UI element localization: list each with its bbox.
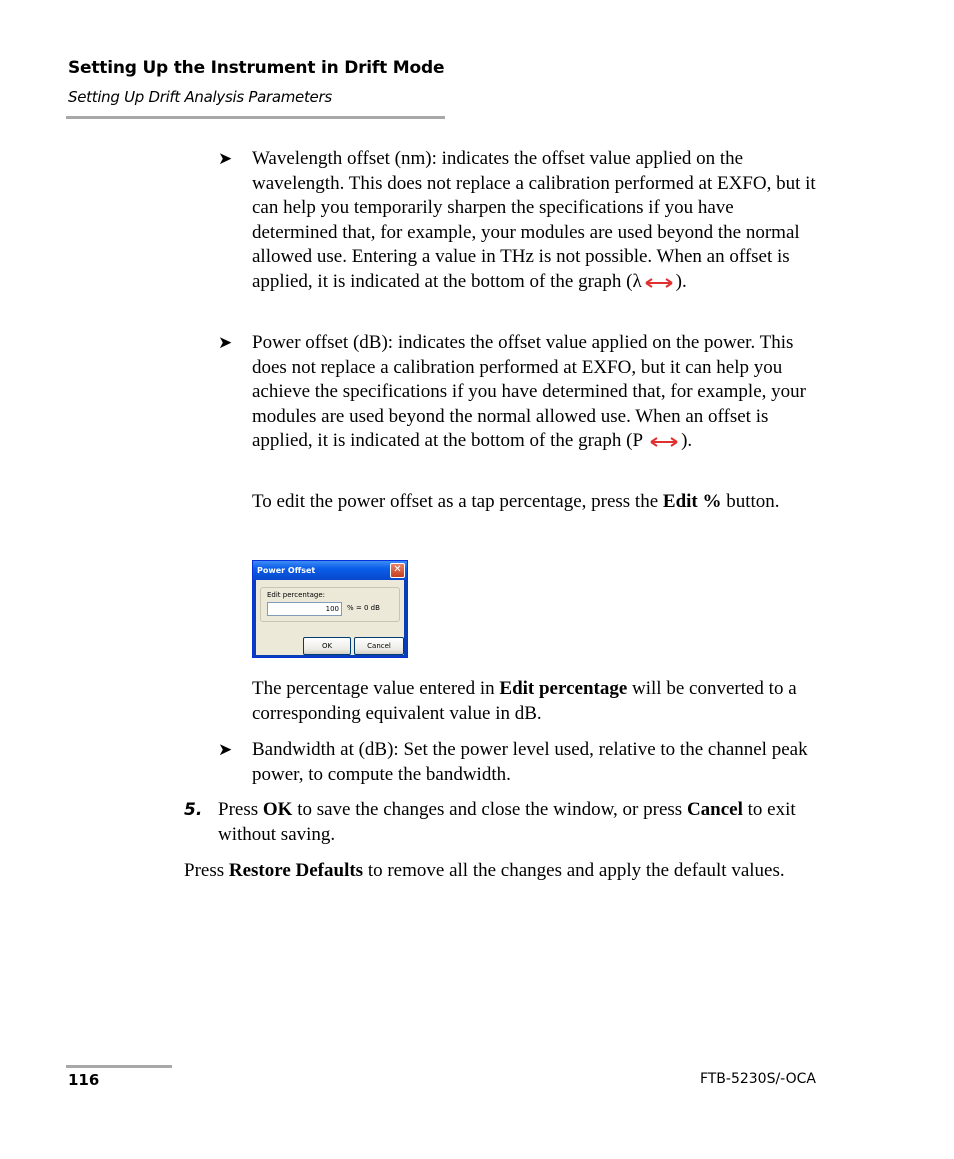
wavelength-offset-text: Wavelength offset (nm): indicates the offset value applied on the wavelength. This does not replace a calibration performed at EXFO, but it can help you temporarily sharpen the specifications if you have determined that, for example, your modules are used beyond the normal allowed use. Entering a value in THz is not possible. When an offset is applied, it is indicated at the bottom of the graph ( <box>252 148 816 292</box>
step5-post: to exit without saving. <box>218 799 796 845</box>
edit-note-post: button. <box>721 491 780 512</box>
edit-note-pre: To edit the power offset as a tap percentage, press the <box>252 491 663 512</box>
step5-cancel: Cancel <box>686 799 743 820</box>
power-offset-text: Power offset (dB): indicates the offset value applied on the power. This does not replace a calibration performed at EXFO, but it can help you achieve the specifications if you have determined that, for example, your modules are used beyond the normal allowed use. When an offset is applied, it is indicated at the bottom of the graph ( <box>252 332 806 452</box>
bullet-marker: ➤ <box>218 333 233 353</box>
power-close: ). <box>681 430 693 452</box>
double-arrow-icon <box>649 431 679 456</box>
percentage-note-post: will be converted to a corresponding equivalent value in dB. <box>252 678 797 724</box>
edit-percentage-input[interactable]: 100 <box>267 602 342 616</box>
equivalent-db-readout: % = 0 dB <box>347 604 380 612</box>
edit-note-bold: Edit % <box>662 491 722 512</box>
page-number: 116 <box>68 1071 100 1089</box>
percentage-note-bold: Edit percentage <box>499 678 628 699</box>
step5-pre: Press <box>218 799 263 820</box>
bullet-marker: ➤ <box>218 740 233 760</box>
restore-post: to remove all the changes and apply the default values. <box>363 860 785 881</box>
bullet-marker: ➤ <box>218 149 233 169</box>
percentage-note <box>252 677 818 726</box>
restore-defaults-paragraph <box>184 859 814 884</box>
lambda-symbol: λ <box>632 270 642 292</box>
cancel-button[interactable]: Cancel <box>354 637 404 655</box>
power-offset-paragraph <box>252 331 818 456</box>
dialog-group <box>260 587 400 622</box>
percentage-note-pre: The percentage value entered in <box>252 678 500 699</box>
wavelength-offset-paragraph <box>252 147 818 297</box>
running-header-subtitle: Setting Up Drift Analysis Parameters <box>68 88 332 106</box>
restore-bold: Restore Defaults <box>228 860 364 881</box>
ok-button[interactable]: OK <box>303 637 351 655</box>
bandwidth-paragraph: Bandwidth at (dB): Set the power level used, relative to the channel peak power, to compute the bandwidth. <box>252 739 808 785</box>
running-header-title: Setting Up the Instrument in Drift Mode <box>68 58 445 78</box>
step-number: 5. <box>184 800 203 820</box>
step5-ok: OK <box>262 799 293 820</box>
p-symbol: P <box>632 430 643 452</box>
restore-pre: Press <box>184 860 229 881</box>
edit-percentage-label: Edit percentage: <box>267 591 325 599</box>
edit-percent-note <box>252 490 818 515</box>
footer-rule <box>66 1065 172 1068</box>
step5-mid: to save the changes and close the window, or press <box>292 799 687 820</box>
product-model: FTB-5230S/-OCA <box>699 1071 816 1087</box>
double-arrow-icon <box>644 272 674 297</box>
power-offset-dialog <box>252 560 408 658</box>
dialog-body <box>256 580 404 655</box>
step-5-paragraph <box>218 798 818 847</box>
header-rule <box>66 116 445 119</box>
dialog-titlebar: Power Offset <box>253 561 407 580</box>
close-icon[interactable]: ✕ <box>390 563 405 578</box>
wavelength-close: ). <box>675 270 687 292</box>
